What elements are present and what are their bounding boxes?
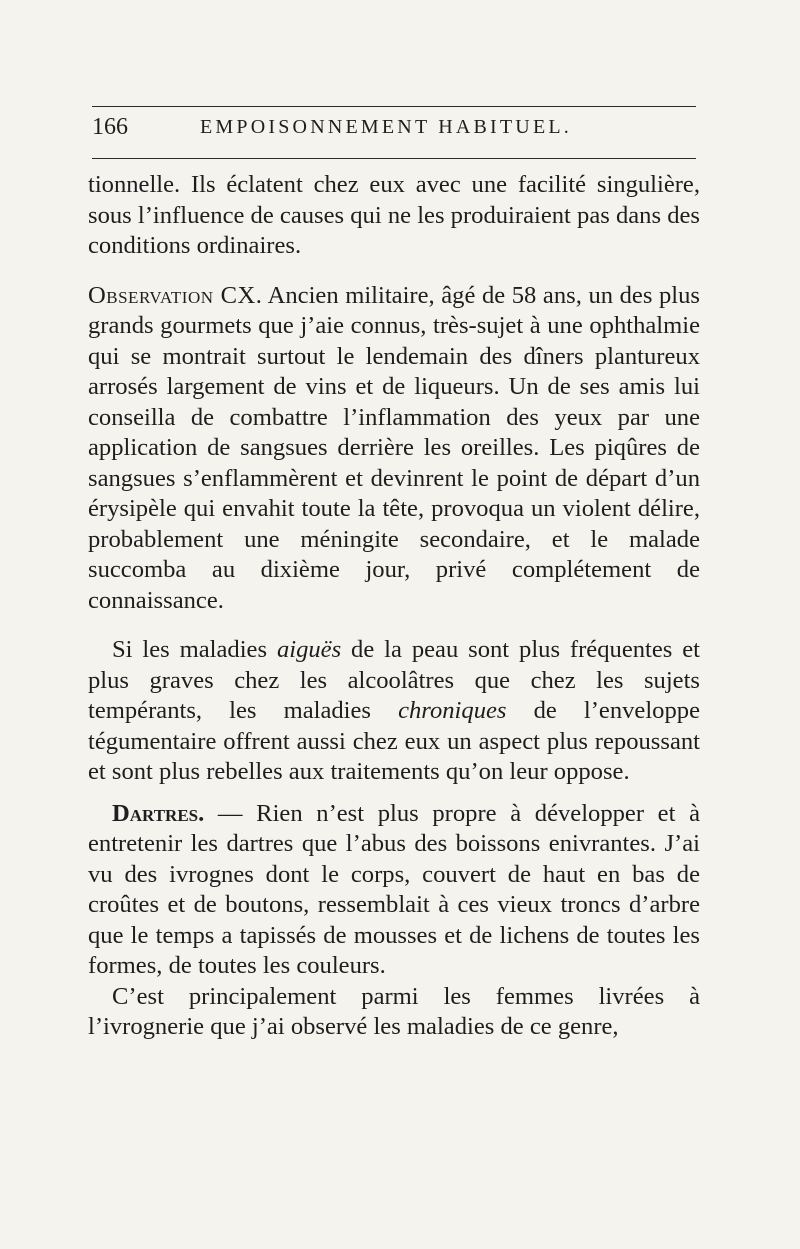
paragraph-chronic-diseases [88, 635, 700, 788]
body-text [88, 170, 700, 1043]
paragraph-continuation: tionnelle. Ils éclatent chez eux avec une facilité singulière, sous l’influence de causes qui ne les produiraient pas dans des conditions ordinaires. [88, 171, 700, 259]
paragraph-dartres [88, 799, 700, 982]
emphasis-chroniques: chroniques [398, 697, 507, 724]
paragraph-women: C’est principalement parmi les femmes livrées à l’ivrognerie que j’ai observé les maladies de ce genre, [88, 982, 700, 1040]
section-heading-dartres: Dartres. [112, 799, 205, 827]
emphasis-aigues: aiguës [276, 636, 342, 663]
p3-part-a: Si les maladies [112, 636, 277, 663]
p3-part-b: de la peau sont plus fréquentes et plus graves chez les alcoolâtres que chez les sujets tempérants, les maladies [88, 636, 700, 724]
running-title: EMPOISONNEMENT HABITUEL. [200, 116, 572, 138]
running-header [92, 114, 696, 148]
observation-text: Ancien militaire, âgé de 58 ans, un des plus grands gourmets que j’aie connus, très-sujet à une ophthalmie qui se montrait surtout le lendemain des dîners plantureux arrosés largement de vins et de liqueurs. Un de ses amis lui conseilla de combattre l’inflammation des yeux par une application de sangsues derrière les oreilles. Les piqûres de sangsues s’enflammèrent et devinrent le point de départ d’un érysipèle qui envahit toute la tête, provoqua un violent délire, probablement une méningite secondaire, et le malade succomba au dixième jour, privé complétement de connaissance. [88, 281, 700, 614]
header-top-rule [92, 106, 696, 107]
observation-label: Observation CX. [88, 281, 263, 309]
page-number: 166 [92, 114, 128, 140]
p3-part-c: de l’enveloppe tégumentaire offrent aussi chez eux un aspect plus repoussant et sont plus rebelles aux traitements qu’on leur oppose. [88, 697, 700, 785]
observation-cx [88, 281, 700, 617]
header-bottom-rule [92, 158, 696, 159]
dartres-text: — Rien n’est plus propre à développer et à entretenir les dartres que l’abus des boissons enivrantes. J’ai vu des ivrognes dont le corps, couvert de haut en bas de croûtes et de boutons, ressemblait à ces vieux troncs d’arbre que le temps a tapissés de mousses et de lichens de toutes les formes, de toutes les couleurs. [88, 799, 700, 979]
